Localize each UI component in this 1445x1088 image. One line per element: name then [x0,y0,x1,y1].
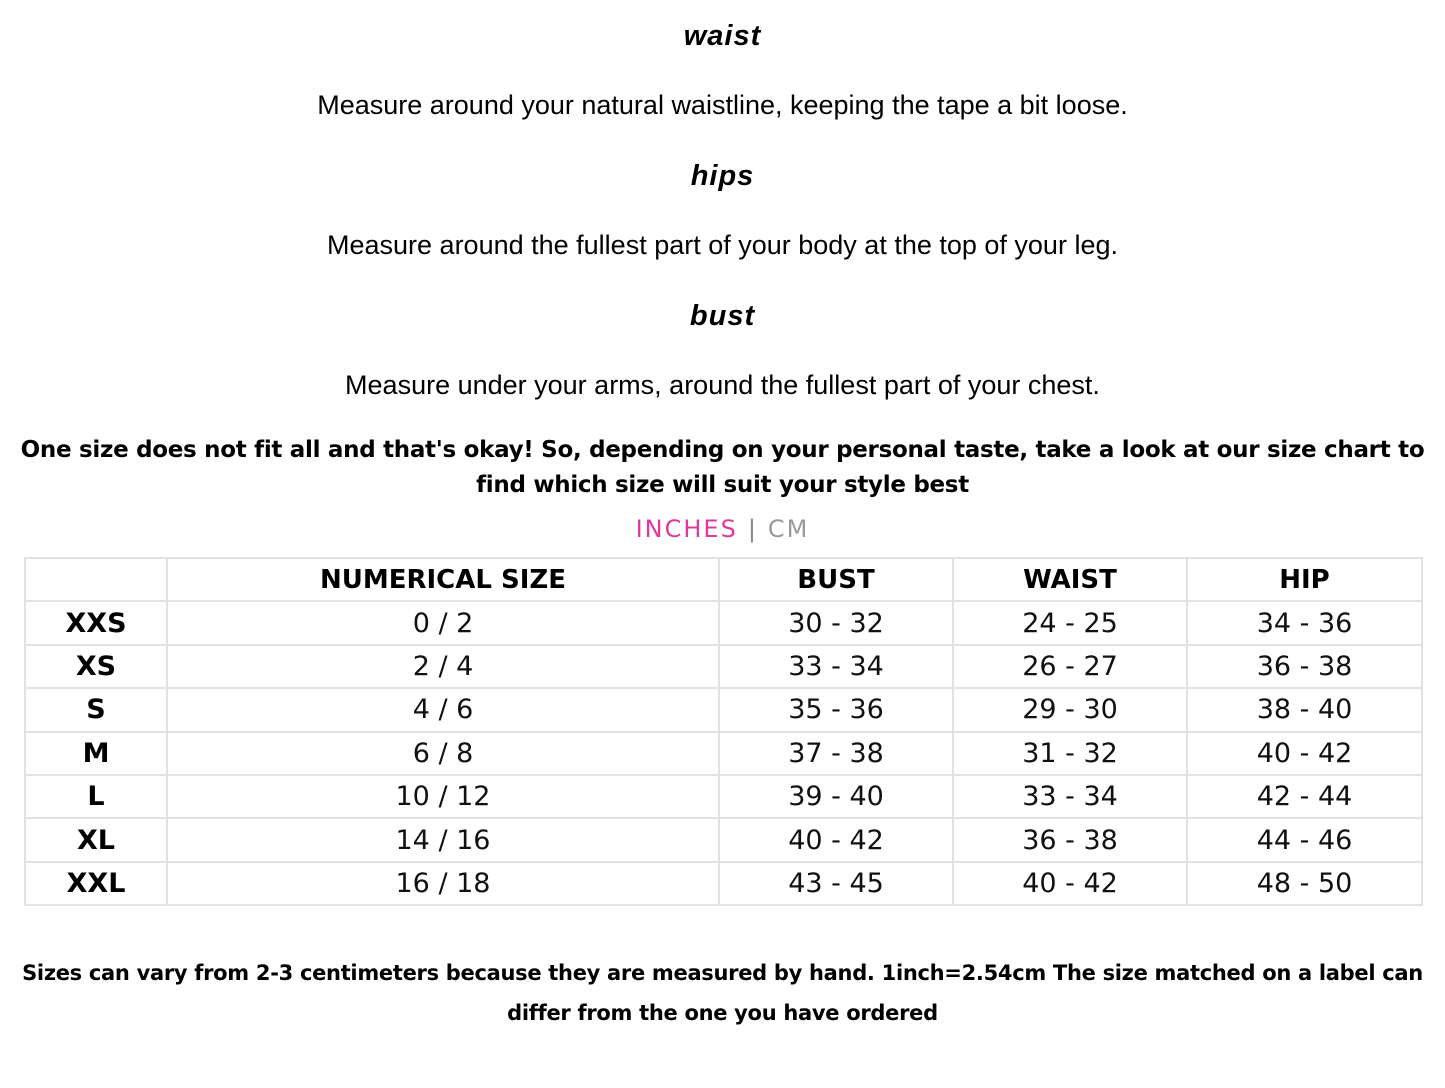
numerical-size-cell: 6 / 8 [167,732,719,775]
size-chart-table [24,557,1423,906]
hip-cell: 36 - 38 [1187,645,1422,688]
table-row [25,818,1422,861]
column-header-waist: WAIST [953,558,1187,601]
hip-cell: 38 - 40 [1187,688,1422,731]
bust-cell: 37 - 38 [719,732,953,775]
table-row [25,862,1422,905]
waist-cell: 36 - 38 [953,818,1187,861]
waist-cell: 24 - 25 [953,601,1187,644]
numerical-size-cell: 2 / 4 [167,645,719,688]
column-header-hip: HIP [1187,558,1422,601]
bust-cell: 35 - 36 [719,688,953,731]
waist-cell: 31 - 32 [953,732,1187,775]
size-footnote: Sizes can vary from 2-3 centimeters because they are measured by hand. 1inch=2.54cm The size matched on a label can differ from the one you have ordered [22,961,1423,1025]
size-chart-intro: One size does not fit all and that's okay! So, depending on your personal taste, take a look at our size chart to find which size will suit your style best [20,437,1425,498]
waist-cell: 26 - 27 [953,645,1187,688]
cm-tab[interactable]: CM [767,515,810,543]
numerical-size-cell: 4 / 6 [167,688,719,731]
waist-cell: 33 - 34 [953,775,1187,818]
table-header-row [25,558,1422,601]
column-header-bust: BUST [719,558,953,601]
unit-separator: | [747,515,758,543]
size-label-cell: XS [25,645,167,688]
hip-cell: 34 - 36 [1187,601,1422,644]
size-label-cell: XL [25,818,167,861]
size-label-cell: L [25,775,167,818]
bust-cell: 33 - 34 [719,645,953,688]
bust-cell: 43 - 45 [719,862,953,905]
size-label-cell: S [25,688,167,731]
size-label-cell: XXS [25,601,167,644]
bust-description: Measure under your arms, around the fullest part of your chest. [345,370,1100,400]
table-row [25,601,1422,644]
hips-heading: hips [690,160,755,192]
unit-toggle [0,512,1445,546]
table-row [25,645,1422,688]
table-row [25,732,1422,775]
size-label-cell: XXL [25,862,167,905]
column-header-numerical-size: NUMERICAL SIZE [167,558,719,601]
column-header-size [25,558,167,601]
size-label-cell: M [25,732,167,775]
bust-cell: 30 - 32 [719,601,953,644]
hips-description: Measure around the fullest part of your body at the top of your leg. [327,230,1118,260]
waist-heading: waist [683,20,762,52]
bust-cell: 40 - 42 [719,818,953,861]
bust-cell: 39 - 40 [719,775,953,818]
waist-cell: 29 - 30 [953,688,1187,731]
hip-cell: 42 - 44 [1187,775,1422,818]
hip-cell: 40 - 42 [1187,732,1422,775]
numerical-size-cell: 14 / 16 [167,818,719,861]
waist-description: Measure around your natural waistline, keeping the tape a bit loose. [317,90,1128,120]
inches-tab[interactable]: INCHES [635,515,738,543]
hip-cell: 48 - 50 [1187,862,1422,905]
table-row [25,775,1422,818]
numerical-size-cell: 10 / 12 [167,775,719,818]
bust-heading: bust [689,300,756,332]
numerical-size-cell: 16 / 18 [167,862,719,905]
table-row [25,688,1422,731]
waist-cell: 40 - 42 [953,862,1187,905]
numerical-size-cell: 0 / 2 [167,601,719,644]
hip-cell: 44 - 46 [1187,818,1422,861]
